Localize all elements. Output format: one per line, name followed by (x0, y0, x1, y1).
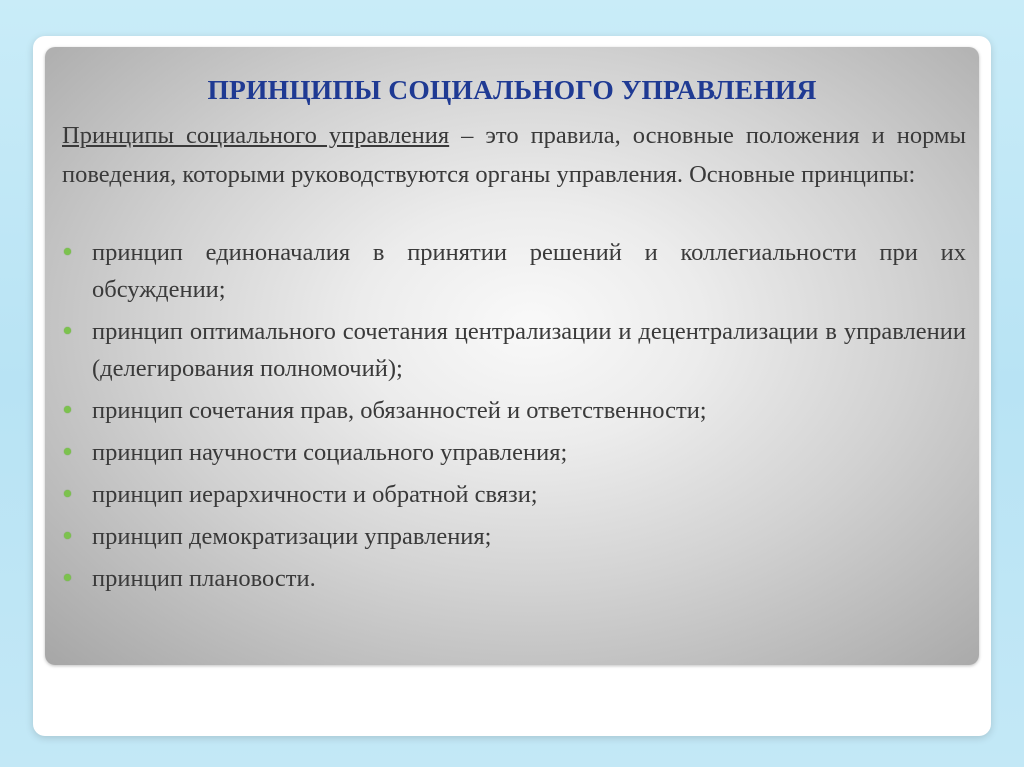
list-item (62, 392, 966, 429)
list-item (62, 313, 966, 387)
list-item (62, 518, 966, 555)
list-item-text: принцип сочетания прав, обязанностей и ответственности; (92, 397, 707, 424)
list-item-text: принцип единоначалия в принятии решений и коллегиальности при их обсуждении; (92, 239, 966, 303)
green-dot-icon (64, 574, 71, 581)
green-dot-icon (64, 248, 71, 255)
green-dot-icon (64, 406, 71, 413)
list-item-text: принцип научности социального управления; (92, 439, 568, 466)
intro-term: Принципы социального управления (62, 122, 450, 149)
green-dot-icon (64, 327, 71, 334)
intro-definition: – это правила, основные положения и нормы поведения, которыми руководствуются органы управления. Основные принципы: (62, 122, 967, 188)
slide-title: ПРИНЦИПЫ СОЦИАЛЬНОГО УПРАВЛЕНИЯ (207, 74, 817, 105)
list-item-text: принцип иерархичности и обратной связи; (92, 481, 538, 508)
green-dot-icon (64, 448, 71, 455)
list-item-text: принцип оптимального сочетания централизации и децентрализации в управлении (делегирования полномочий); (92, 318, 966, 382)
list-item (62, 476, 966, 513)
list-item-text: принцип плановости. (92, 565, 316, 592)
intro-paragraph (62, 117, 966, 194)
list-item-text: принцип демократизации управления; (92, 523, 492, 550)
list-item (62, 434, 966, 471)
list-item (62, 234, 966, 308)
list-item (62, 560, 966, 597)
green-dot-icon (64, 532, 71, 539)
principles-list (62, 234, 966, 602)
green-dot-icon (64, 490, 71, 497)
